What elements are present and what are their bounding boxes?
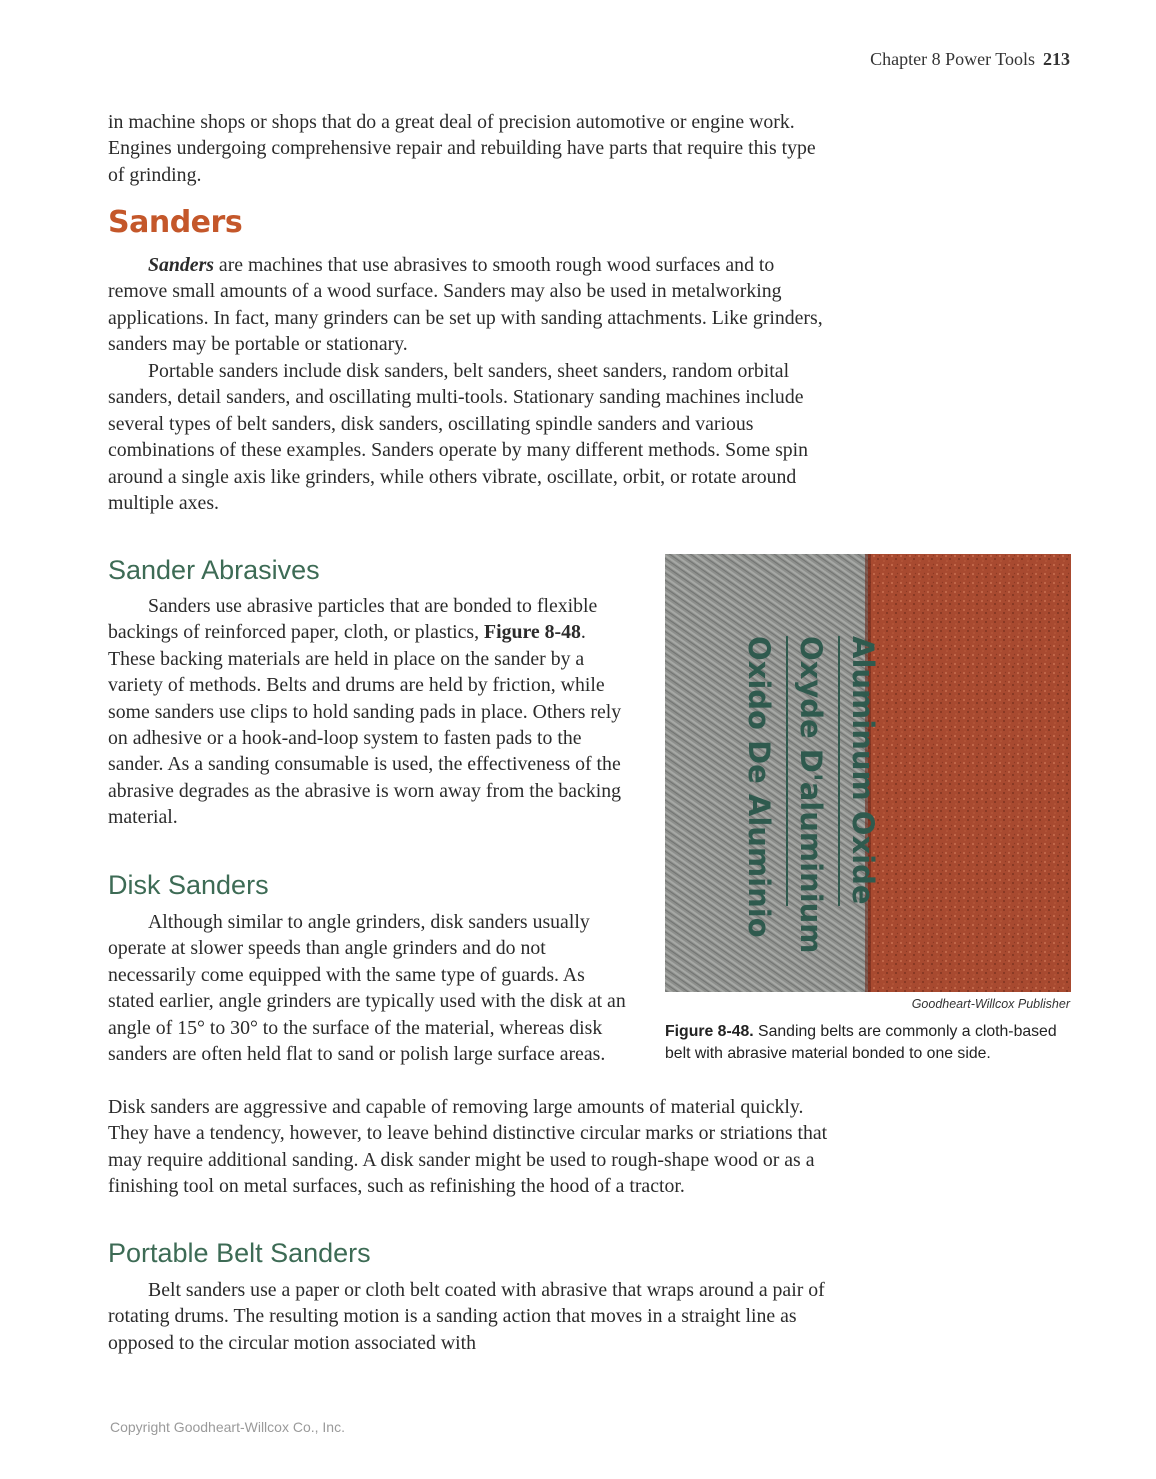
abrasives-paragraph: [108, 593, 628, 831]
abrasives-text-1: Sanders use abrasive particles that are bonded to flexible backings of reinforced paper, cloth, or plastics,: [108, 595, 598, 644]
figure-sanding-belt-photo: [665, 554, 1071, 992]
disk-paragraph-1: Although similar to angle grinders, disk sanders usually operate at slower speeds than angle grinders and do not necessarily come equipped with the same type of guards. As stated earlier, angle grinders are typically used with the disk at an angle of 15° to 30° to the surface of the material, whereas disk sanders are often held flat to sand or polish large surface areas.: [108, 911, 626, 1066]
sanding-belt-illustration: [665, 554, 1071, 992]
caption-text: Sanding belts are commonly a cloth-based belt with abrasive material bonded to one side.: [665, 1023, 1057, 1062]
page-number: 213: [1043, 49, 1070, 69]
photo-credit: Goodheart-Willcox Publisher: [911, 997, 1070, 1011]
sanders-paragraph-2: Portable sanders include disk sanders, belt sanders, sheet sanders, random orbital sanders, detail sanders, and oscillating multi-tools. Stationary sanding machines include several types of belt sanders, disk sanders, oscillating spindle sanders and various combinations of these examples. Sanders operate by many different methods. Some spin around a single axis like grinders, while others vibrate, oscillate, orbit, or rotate around multiple axes.: [108, 360, 809, 515]
subheading-disk-sanders: Disk Sanders: [108, 870, 269, 900]
sanders-paragraph-1: [108, 252, 828, 358]
running-header: [870, 49, 1070, 70]
chapter-title: Chapter 8 Power Tools: [870, 49, 1035, 69]
sanders-paragraph-1-text: are machines that use abrasives to smooth rough wood surfaces and to remove small amounts of a wood surface. Sanders may also be used in metalworking applications. In fact, many grinders can be set up with sanding attachments. Like grinders, sanders may be portable or stationary.: [108, 254, 823, 356]
caption-label: Figure 8-48.: [665, 1023, 754, 1040]
section-heading-sanders: Sanders: [108, 205, 243, 240]
print-line-2: Oxyde D'aluminium: [794, 636, 828, 954]
copyright-footer: Copyright Goodheart-Willcox Co., Inc.: [110, 1419, 345, 1435]
print-line-1: Aluminum Oxide: [846, 636, 880, 905]
disk-paragraph-2: Disk sanders are aggressive and capable of removing large amounts of material quickly. They have a tendency, however, to leave behind distinctive circular marks or striations that may require additional sanding. A disk sander might be used to rough-shape wood or as a finishing tool on metal surfaces, such as refinishing the hood of a tractor.: [108, 1096, 828, 1198]
abrasives-text-2: . These backing materials are held in place on the sander by a variety of methods. Belts and drums are held by friction, while some sanders use clips to hold sanding pads in place. Others rely on adhesive or a hook-and-loop system to fasten pads to the sander. As a sanding consumable is used, the effectiveness of the abrasive degrades as the abrasive is worn away from the backing material.: [108, 621, 622, 829]
subheading-portable-belt-sanders: Portable Belt Sanders: [108, 1238, 371, 1268]
term-sanders: Sanders: [148, 254, 214, 276]
figure-caption: [665, 1021, 1085, 1065]
intro-paragraph: in machine shops or shops that do a great deal of precision automotive or engine work. Engines undergoing comprehensive repair and rebuilding have parts that require this type of grinding.: [108, 111, 816, 186]
subheading-sander-abrasives: Sander Abrasives: [108, 555, 320, 585]
figure-reference: Figure 8-48: [484, 621, 581, 644]
belt-paragraph-1: Belt sanders use a paper or cloth belt coated with abrasive that wraps around a pair of rotating drums. The resulting motion is a sanding action that moves in a straight line as opposed to the circular motion associated with: [108, 1279, 825, 1354]
print-line-3: Oxido De Aluminio: [742, 636, 776, 938]
abrasive-surface: [868, 554, 1071, 992]
